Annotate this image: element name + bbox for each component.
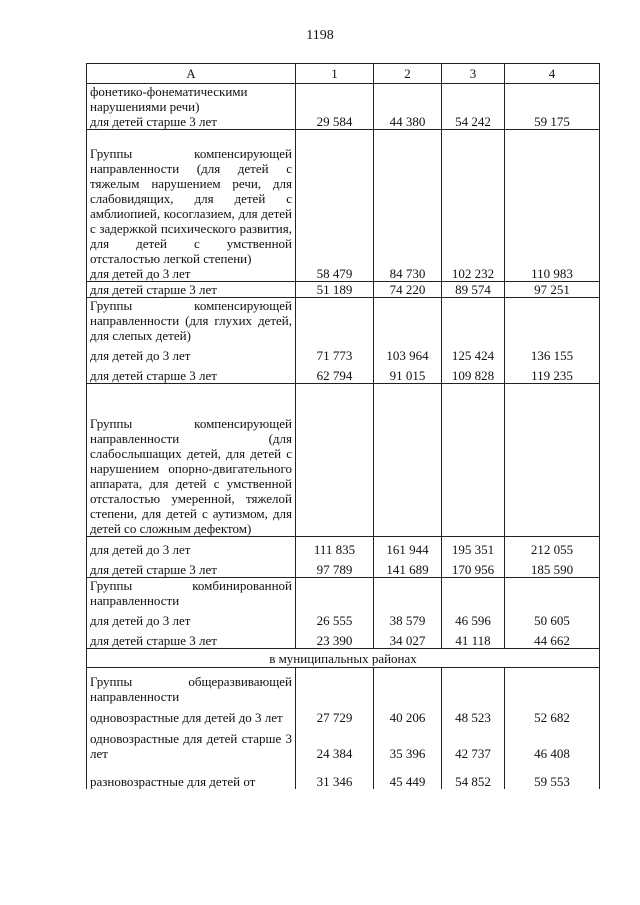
row-label: для детей старше 3 лет xyxy=(87,557,296,578)
table-row xyxy=(87,725,600,761)
page-number: 1198 xyxy=(306,28,334,43)
group-title: Группы компенсирующей направленности (для слабослышащих детей, для детей с нарушением опорно-двигательного аппарата, для детей с умственной отсталостью умеренной, тяжелой степени, для детей с аутизмом, для детей со сложным дефектом) xyxy=(87,384,296,537)
cell-value: 51 189 xyxy=(296,282,374,298)
row-label: для детей до 3 лет xyxy=(87,266,296,282)
row-label: для детей старше 3 лет xyxy=(87,628,296,649)
cell-value: 109 828 xyxy=(442,363,505,384)
row-label: одновозрастные для детей старше 3 лет xyxy=(87,725,296,761)
cell-value: 59 175 xyxy=(505,114,600,130)
cell-value: 41 118 xyxy=(442,628,505,649)
cell-value: 54 242 xyxy=(442,114,505,130)
cell-value: 212 055 xyxy=(505,537,600,558)
cell-value: 40 206 xyxy=(374,704,442,725)
row-label: для детей до 3 лет xyxy=(87,537,296,558)
cell-value: 48 523 xyxy=(442,704,505,725)
cell-value: 89 574 xyxy=(442,282,505,298)
cell-value: 58 479 xyxy=(296,266,374,282)
cell-value: 141 689 xyxy=(374,557,442,578)
table-row xyxy=(87,608,600,628)
table-row xyxy=(87,114,600,130)
cell-value: 26 555 xyxy=(296,608,374,628)
cell-value: 29 584 xyxy=(296,114,374,130)
cell-value: 125 424 xyxy=(442,343,505,363)
cell-value: 119 235 xyxy=(505,363,600,384)
tariff-table xyxy=(86,63,600,789)
group-title-row xyxy=(87,84,600,115)
cell-value: 27 729 xyxy=(296,704,374,725)
group-title-row xyxy=(87,384,600,537)
group-title-row xyxy=(87,298,600,344)
cell-value: 45 449 xyxy=(374,761,442,789)
table-row xyxy=(87,537,600,558)
cell-value: 102 232 xyxy=(442,266,505,282)
cell-value: 103 964 xyxy=(374,343,442,363)
row-label: для детей старше 3 лет xyxy=(87,114,296,130)
group-title-row xyxy=(87,668,600,705)
table-row xyxy=(87,282,600,298)
row-label: одновозрастные для детей до 3 лет xyxy=(87,704,296,725)
cell-value: 54 852 xyxy=(442,761,505,789)
cell-value: 34 027 xyxy=(374,628,442,649)
table-row xyxy=(87,557,600,578)
col-header-2: 2 xyxy=(374,64,442,84)
row-label: разновозрастные для детей от xyxy=(87,761,296,789)
cell-value: 46 596 xyxy=(442,608,505,628)
cell-value: 170 956 xyxy=(442,557,505,578)
col-header-4: 4 xyxy=(505,64,600,84)
cell-value: 24 384 xyxy=(296,725,374,761)
cell-value: 62 794 xyxy=(296,363,374,384)
col-header-1: 1 xyxy=(296,64,374,84)
cell-value: 195 351 xyxy=(442,537,505,558)
row-label: для детей старше 3 лет xyxy=(87,363,296,384)
cell-value: 97 251 xyxy=(505,282,600,298)
group-title: Группы компенсирующей направленности (для глухих детей, для слепых детей) xyxy=(87,298,296,344)
table-row xyxy=(87,704,600,725)
cell-value: 23 390 xyxy=(296,628,374,649)
cell-value: 97 789 xyxy=(296,557,374,578)
cell-value: 50 605 xyxy=(505,608,600,628)
cell-value: 111 835 xyxy=(296,537,374,558)
cell-value: 74 220 xyxy=(374,282,442,298)
table-header-row xyxy=(87,64,600,84)
cell-value: 38 579 xyxy=(374,608,442,628)
row-label: для детей старше 3 лет xyxy=(87,282,296,298)
cell-value: 84 730 xyxy=(374,266,442,282)
section-heading: в муниципальных районах xyxy=(87,649,600,668)
cell-value: 42 737 xyxy=(442,725,505,761)
cell-value: 185 590 xyxy=(505,557,600,578)
group-title: Группы компенсирующей направленности (для детей с тяжелым нарушением речи, для слабовидящих, для детей с амблиопией, косоглазием, для детей с задержкой психического развития, для детей с умственной отсталостью легкой степени) xyxy=(87,130,296,267)
table-row xyxy=(87,266,600,282)
cell-value: 161 944 xyxy=(374,537,442,558)
row-label: для детей до 3 лет xyxy=(87,343,296,363)
cell-value: 71 773 xyxy=(296,343,374,363)
cell-value: 35 396 xyxy=(374,725,442,761)
table-row xyxy=(87,761,600,789)
cell-value: 91 015 xyxy=(374,363,442,384)
row-label: для детей до 3 лет xyxy=(87,608,296,628)
group-title: Группы общеразвивающей направленности xyxy=(87,668,296,705)
col-header-a: А xyxy=(87,64,296,84)
table-row xyxy=(87,363,600,384)
group-title-row xyxy=(87,578,600,609)
col-header-3: 3 xyxy=(442,64,505,84)
section-heading-row xyxy=(87,649,600,668)
group-title: Группы комбинированной направленности xyxy=(87,578,296,609)
cell-value: 31 346 xyxy=(296,761,374,789)
cell-value: 136 155 xyxy=(505,343,600,363)
group-title: фонетико-фонематическими нарушениями речи) xyxy=(87,84,296,115)
cell-value: 52 682 xyxy=(505,704,600,725)
table-row xyxy=(87,628,600,649)
table-row xyxy=(87,343,600,363)
cell-value: 110 983 xyxy=(505,266,600,282)
group-title-row xyxy=(87,130,600,267)
cell-value: 46 408 xyxy=(505,725,600,761)
cell-value: 59 553 xyxy=(505,761,600,789)
cell-value: 44 380 xyxy=(374,114,442,130)
cell-value: 44 662 xyxy=(505,628,600,649)
